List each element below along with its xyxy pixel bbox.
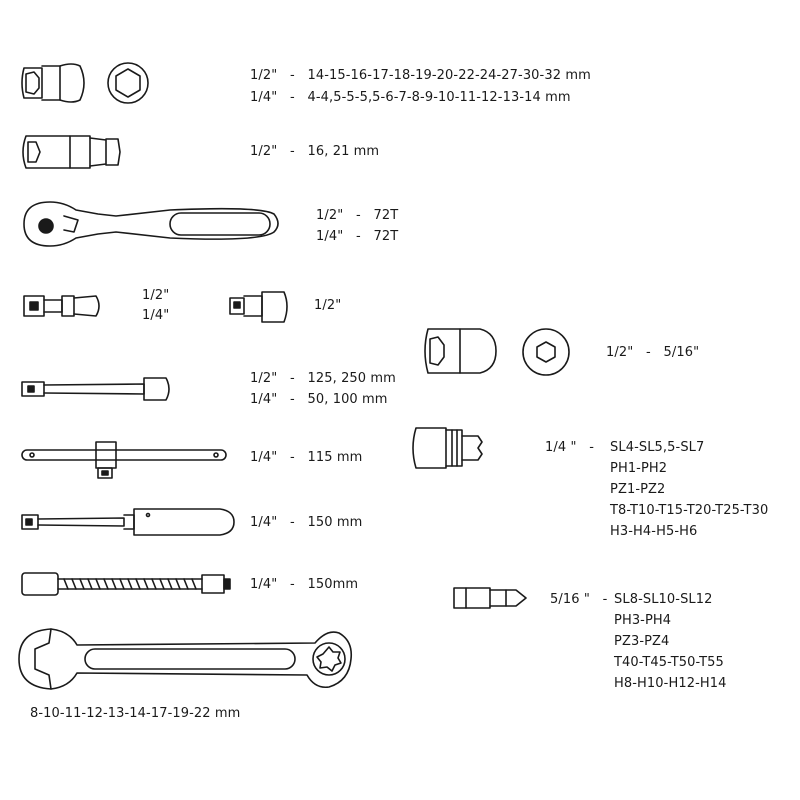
socket-end-view-icon: [105, 60, 151, 106]
short-socket-sizes-half-inch: 1/2" - 14-15-16-17-18-19-20-22-24-27-30-32 mm: [250, 68, 591, 83]
bit-prefix: 5/16 " -: [550, 592, 608, 607]
sliding-t-bar-icon: [20, 438, 232, 484]
extension-bar-icon: [20, 372, 175, 406]
bit-line-1: SL8-SL10-SL12: [614, 592, 713, 607]
extension-bar-spec-quarter: 1/4" - 50, 100 mm: [250, 392, 388, 407]
t-bar-spec: 1/4" - 115 mm: [250, 450, 363, 465]
bit-line-4: T40-T45-T50-T55: [614, 655, 724, 670]
universal-joint-spec-quarter: 1/4": [142, 308, 170, 323]
impact-socket-icon: [420, 325, 502, 377]
bit-socket-line-3: PZ1-PZ2: [610, 482, 666, 497]
deep-socket-sizes: 1/2" - 16, 21 mm: [250, 144, 380, 159]
universal-joint-icon: [22, 288, 104, 324]
spinner-handle-spec: 1/4" - 150 mm: [250, 515, 363, 530]
spinner-handle-icon: [20, 503, 242, 541]
deep-socket-icon: [20, 130, 125, 175]
ratchet-icon: [20, 198, 282, 250]
bit-line-5: H8-H10-H12-H14: [614, 676, 727, 691]
universal-joint-spec-half: 1/2": [142, 288, 170, 303]
bit-socket-line-5: H3-H4-H5-H6: [610, 524, 698, 539]
ratchet-spec-half-inch: 1/2" - 72T: [316, 208, 399, 223]
flexible-extension-icon: [20, 567, 232, 603]
adapter-spec: 1/2": [314, 298, 342, 313]
bit-socket-line-1: SL4-SL5,5-SL7: [610, 440, 705, 455]
flexible-extension-spec: 1/4" - 150mm: [250, 577, 359, 592]
bit-socket-icon: [410, 422, 494, 474]
screwdriver-bit-icon: [452, 584, 532, 612]
bit-adapter-end-view-icon: [520, 326, 572, 378]
ratchet-spec-quarter-inch: 1/4" - 72T: [316, 229, 399, 244]
combination-wrench-icon: [15, 625, 355, 695]
adapter-icon: [228, 286, 294, 328]
extension-bar-spec-half: 1/2" - 125, 250 mm: [250, 371, 396, 386]
wrench-sizes: 8-10-11-12-13-14-17-19-22 mm: [30, 706, 241, 721]
short-socket-sizes-quarter-inch: 1/4" - 4-4,5-5-5,5-6-7-8-9-10-11-12-13-14 mm: [250, 90, 571, 105]
bit-socket-prefix: 1/4 " -: [545, 440, 595, 455]
bit-line-3: PZ3-PZ4: [614, 634, 670, 649]
socket-adapter-spec: 1/2" - 5/16": [606, 345, 700, 360]
bit-line-2: PH3-PH4: [614, 613, 672, 628]
bit-socket-line-2: PH1-PH2: [610, 461, 668, 476]
short-socket-icon: [20, 58, 95, 108]
bit-socket-line-4: T8-T10-T15-T20-T25-T30: [610, 503, 769, 518]
